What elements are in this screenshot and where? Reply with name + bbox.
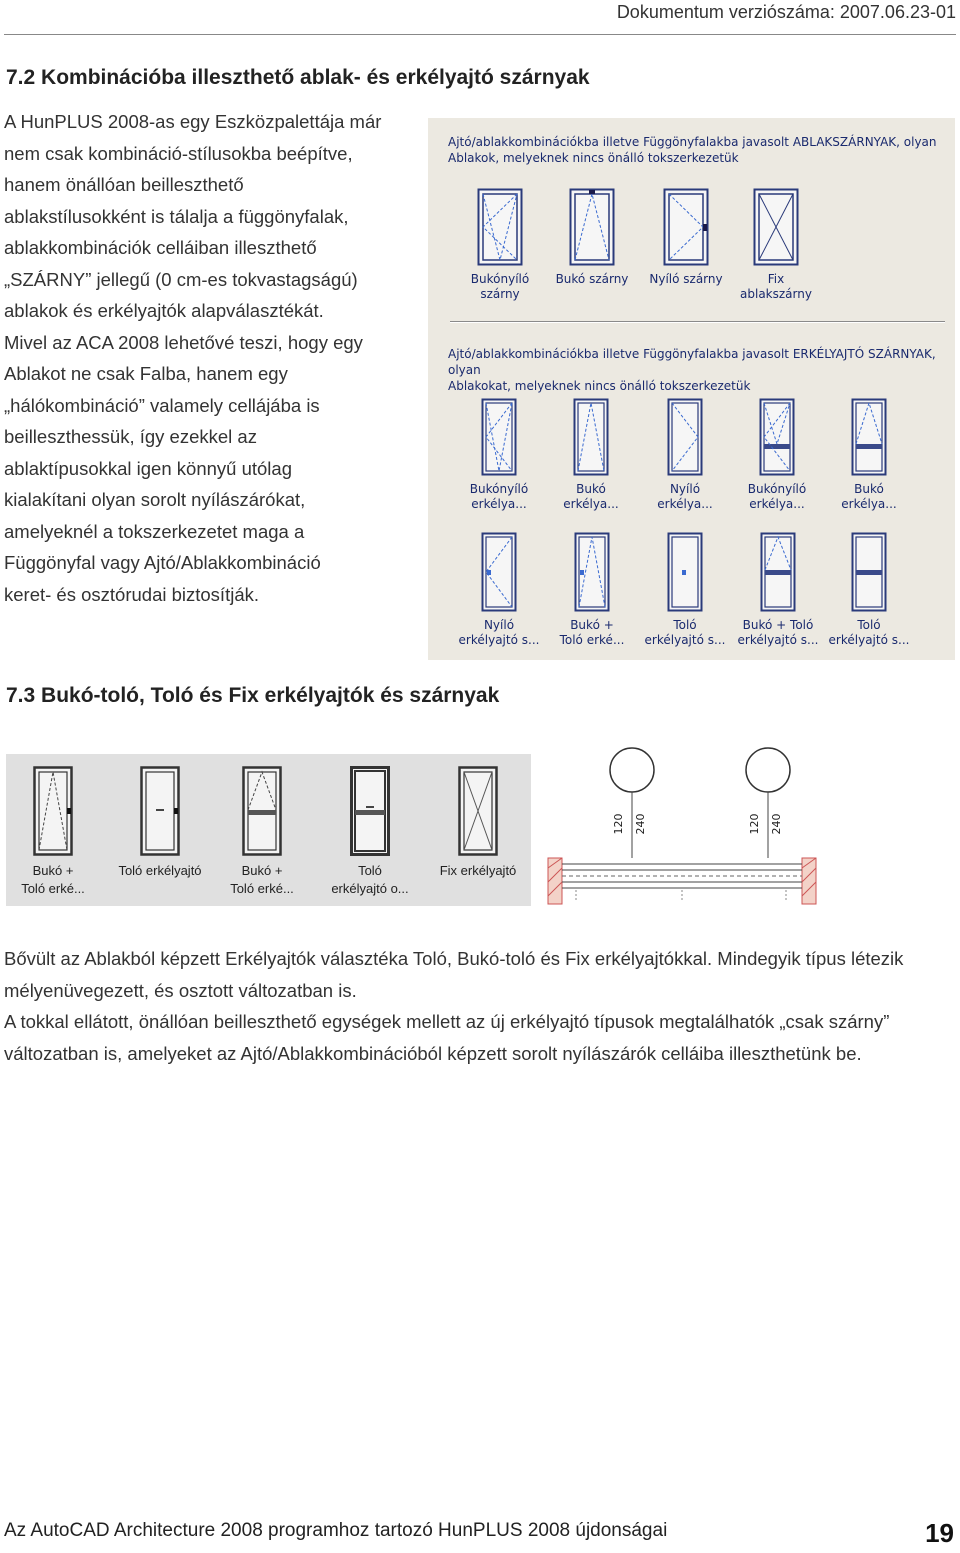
label: ablakszárny <box>740 287 812 301</box>
text-line: Függönyfal vagy Ajtó/Ablakkombináció <box>4 552 321 573</box>
tilt-divided-door-icon <box>851 398 887 476</box>
label: Bukó <box>854 482 884 496</box>
label: Toló erké... <box>21 881 85 896</box>
tool-bukonyilo-erkelyajto[interactable] <box>464 398 534 512</box>
label: Bukó + <box>241 863 283 878</box>
label: Bukónyíló <box>469 482 529 496</box>
label: Toló erké... <box>559 633 625 647</box>
tilt-slide-divided-door-icon <box>242 766 282 856</box>
text-line: ablakok és erkélyajtók alapválasztékát. <box>4 300 324 321</box>
label: Fix <box>767 272 785 286</box>
label: erkélyajtó s... <box>644 633 726 647</box>
label: erkélya... <box>657 497 713 511</box>
text-line: nem csak kombináció-stílusokba beépítve, <box>4 142 353 164</box>
text-line: A HunPLUS 2008-as egy Eszközpalettája már <box>4 111 382 132</box>
label: Bukó <box>576 482 606 496</box>
label: erkélya... <box>563 497 619 511</box>
label: Bukó szárny <box>555 272 629 286</box>
paragraph: A tokkal ellátott, önállóan beilleszthető egységek mellett az új erkélyajtó típusok megtalálhatók „csak szárny” változatban is, amelyeket az Ajtó/Ablakkombinációból képzett sorolt nyílászárók celláiba illeszthetünk be. <box>4 1011 890 1064</box>
dim-label: 240 <box>770 813 783 835</box>
label: erkélya... <box>471 497 527 511</box>
footer-text: Az AutoCAD Architecture 2008 programhoz tartozó HunPLUS 2008 újdonságai <box>4 1520 668 1541</box>
paragraph: Bővült az Ablakból képzett Erkélyajtók választéka Toló, Bukó-toló és Fix erkélyajtókkal. Mindegyik típus létezik mélyenüvegezett, és osztott változatban is. <box>4 948 904 1001</box>
tool-fix-erkelyajto[interactable] <box>426 766 530 880</box>
tilt-turn-door-icon <box>481 398 517 476</box>
panel-divider <box>450 321 945 323</box>
header-rule <box>4 34 956 35</box>
tilt-turn-divided-door-icon <box>759 398 795 476</box>
tool-fix-ablakszarny[interactable] <box>734 188 818 302</box>
dim-label: 240 <box>634 813 647 835</box>
tilt-slide-door-icon <box>574 532 610 612</box>
tool-buko-erkelyajto-osztott[interactable] <box>834 398 904 512</box>
page-number: 19 <box>925 1518 954 1548</box>
label: Toló <box>673 618 697 632</box>
label: Bukó + <box>32 863 74 878</box>
tool-tolo-erkelyajto-osztott[interactable] <box>824 532 914 648</box>
label: Toló erké... <box>230 881 294 896</box>
grid-bubble-icon <box>610 748 654 792</box>
door-types-strip <box>6 754 531 906</box>
tool-palette-panel <box>428 118 955 660</box>
tool-bukonyilo-erkelyajto-osztott[interactable] <box>740 398 814 512</box>
text-line: keret- és osztórudai biztosítják. <box>4 583 259 605</box>
text-line: Ablakot ne csak Falba, hanem egy <box>4 363 288 384</box>
label: Toló erkélyajtó <box>118 863 202 878</box>
text-line: amelyeknél a tokszerkezetet maga a <box>4 520 305 542</box>
heading-line: Ajtó/ablakkombinációkba illetve Függönyfalakba javasolt ERKÉLYAJTÓ SZÁRNYAK, olyan <box>448 347 936 377</box>
tool-tolo-erkelyajto-osztott[interactable] <box>318 766 422 898</box>
text-line: „hálókombináció” valamely cellájába is <box>4 394 320 416</box>
label: erkélyajtó s... <box>828 633 910 647</box>
section-7-3-text <box>4 943 952 1069</box>
label: Bukó + Toló <box>742 618 814 632</box>
doors-heading <box>448 346 948 394</box>
section-7-2-title: 7.2 Kombinációba illeszthető ablak- és erkélyajtó szárnyak <box>6 66 590 89</box>
label: Nyíló <box>483 618 515 632</box>
tilt-slide-door-icon <box>33 766 73 856</box>
tool-tolo-erkelyajto-szarny[interactable] <box>640 532 730 648</box>
text-line: hanem önállóan beilleszthető <box>4 174 244 195</box>
label: erkélyajtó s... <box>737 633 819 647</box>
text-line: „SZÁRNY” jellegű (0 cm-es tokvastagságú) <box>4 268 358 290</box>
text-line: ablaktípusokkal igen könnyű utólag <box>4 457 292 479</box>
label: erkélyajtó s... <box>458 633 540 647</box>
label: erkélya... <box>841 497 897 511</box>
tool-nyilo-szarny[interactable] <box>646 188 726 287</box>
sliding-door-icon <box>140 766 180 856</box>
label: Fix erkélyajtó <box>439 863 517 878</box>
tilt-door-icon <box>573 398 609 476</box>
grid-bubble-icon <box>746 748 790 792</box>
fixed-window-icon <box>753 188 799 266</box>
tool-buko-szarny[interactable] <box>550 188 634 287</box>
tilt-turn-window-icon <box>477 188 523 266</box>
tool-tolo-erkelyajto[interactable] <box>108 766 212 880</box>
label: szárny <box>480 287 520 301</box>
floor-plan-drawing <box>546 740 818 915</box>
sliding-divided-door-icon <box>851 532 887 612</box>
label: Bukó + <box>570 618 614 632</box>
label: Nyíló <box>669 482 701 496</box>
dim-label: 120 <box>612 813 625 835</box>
heading-line: Ablakokat, melyeknek nincs önálló tokszerkezetük <box>448 379 751 393</box>
section-7-2-text <box>4 106 418 610</box>
casement-door-icon <box>667 398 703 476</box>
text-line: ablakkombinációk celláiban illeszthető <box>4 237 317 258</box>
tool-bukonyilo-szarny[interactable] <box>468 188 532 302</box>
text-line: ablakstílusokként is tálalja a függönyfalak, <box>4 205 349 227</box>
sliding-divided-door-icon <box>350 766 390 856</box>
text-line: Mivel az ACA 2008 lehetővé teszi, hogy egy <box>4 331 363 353</box>
heading-line: Ablakok, melyeknek nincs önálló tokszerkezetük <box>448 151 739 165</box>
label: erkélya... <box>749 497 805 511</box>
windows-heading <box>448 134 948 166</box>
tool-buko-tolo-erkelyajto[interactable] <box>548 532 636 648</box>
tilt-slide-divided-door-icon <box>760 532 796 612</box>
fixed-door-icon <box>458 766 498 856</box>
section-7-3-title: 7.3 Bukó-toló, Toló és Fix erkélyajtók és szárnyak <box>6 684 500 707</box>
text-line: beilleszthessük, így ezekkel az <box>4 426 257 447</box>
sliding-door-icon <box>667 532 703 612</box>
label: Toló <box>358 863 382 878</box>
tool-nyilo-erkelyajto[interactable] <box>650 398 720 512</box>
tool-buko-tolo-erke-osztott[interactable] <box>226 766 298 898</box>
label: Nyíló szárny <box>649 272 723 286</box>
dim-label: 120 <box>748 813 761 835</box>
tool-buko-erkelyajto[interactable] <box>556 398 626 512</box>
heading-line: Ajtó/ablakkombinációkba illetve Függönyfalakba javasolt ABLAKSZÁRNYAK, olyan <box>448 135 937 149</box>
label: Toló <box>857 618 881 632</box>
tool-nyilo-erkelyajto-szarny[interactable] <box>454 532 544 648</box>
label: erkélyajtó o... <box>331 881 409 896</box>
label: Bukónyíló <box>747 482 807 496</box>
label: Bukónyíló <box>470 272 530 286</box>
casement-door-icon <box>481 532 517 612</box>
casement-window-icon <box>663 188 709 266</box>
tool-buko-tolo-erkelyajto-osztott[interactable] <box>732 532 824 648</box>
tilt-window-icon <box>569 188 615 266</box>
tool-buko-tolo-erke[interactable] <box>18 766 88 898</box>
version-label: Dokumentum verziószáma: 2007.06.23-01 <box>616 2 956 22</box>
text-line: kialakítani olyan sorolt nyílászárókat, <box>4 489 306 510</box>
